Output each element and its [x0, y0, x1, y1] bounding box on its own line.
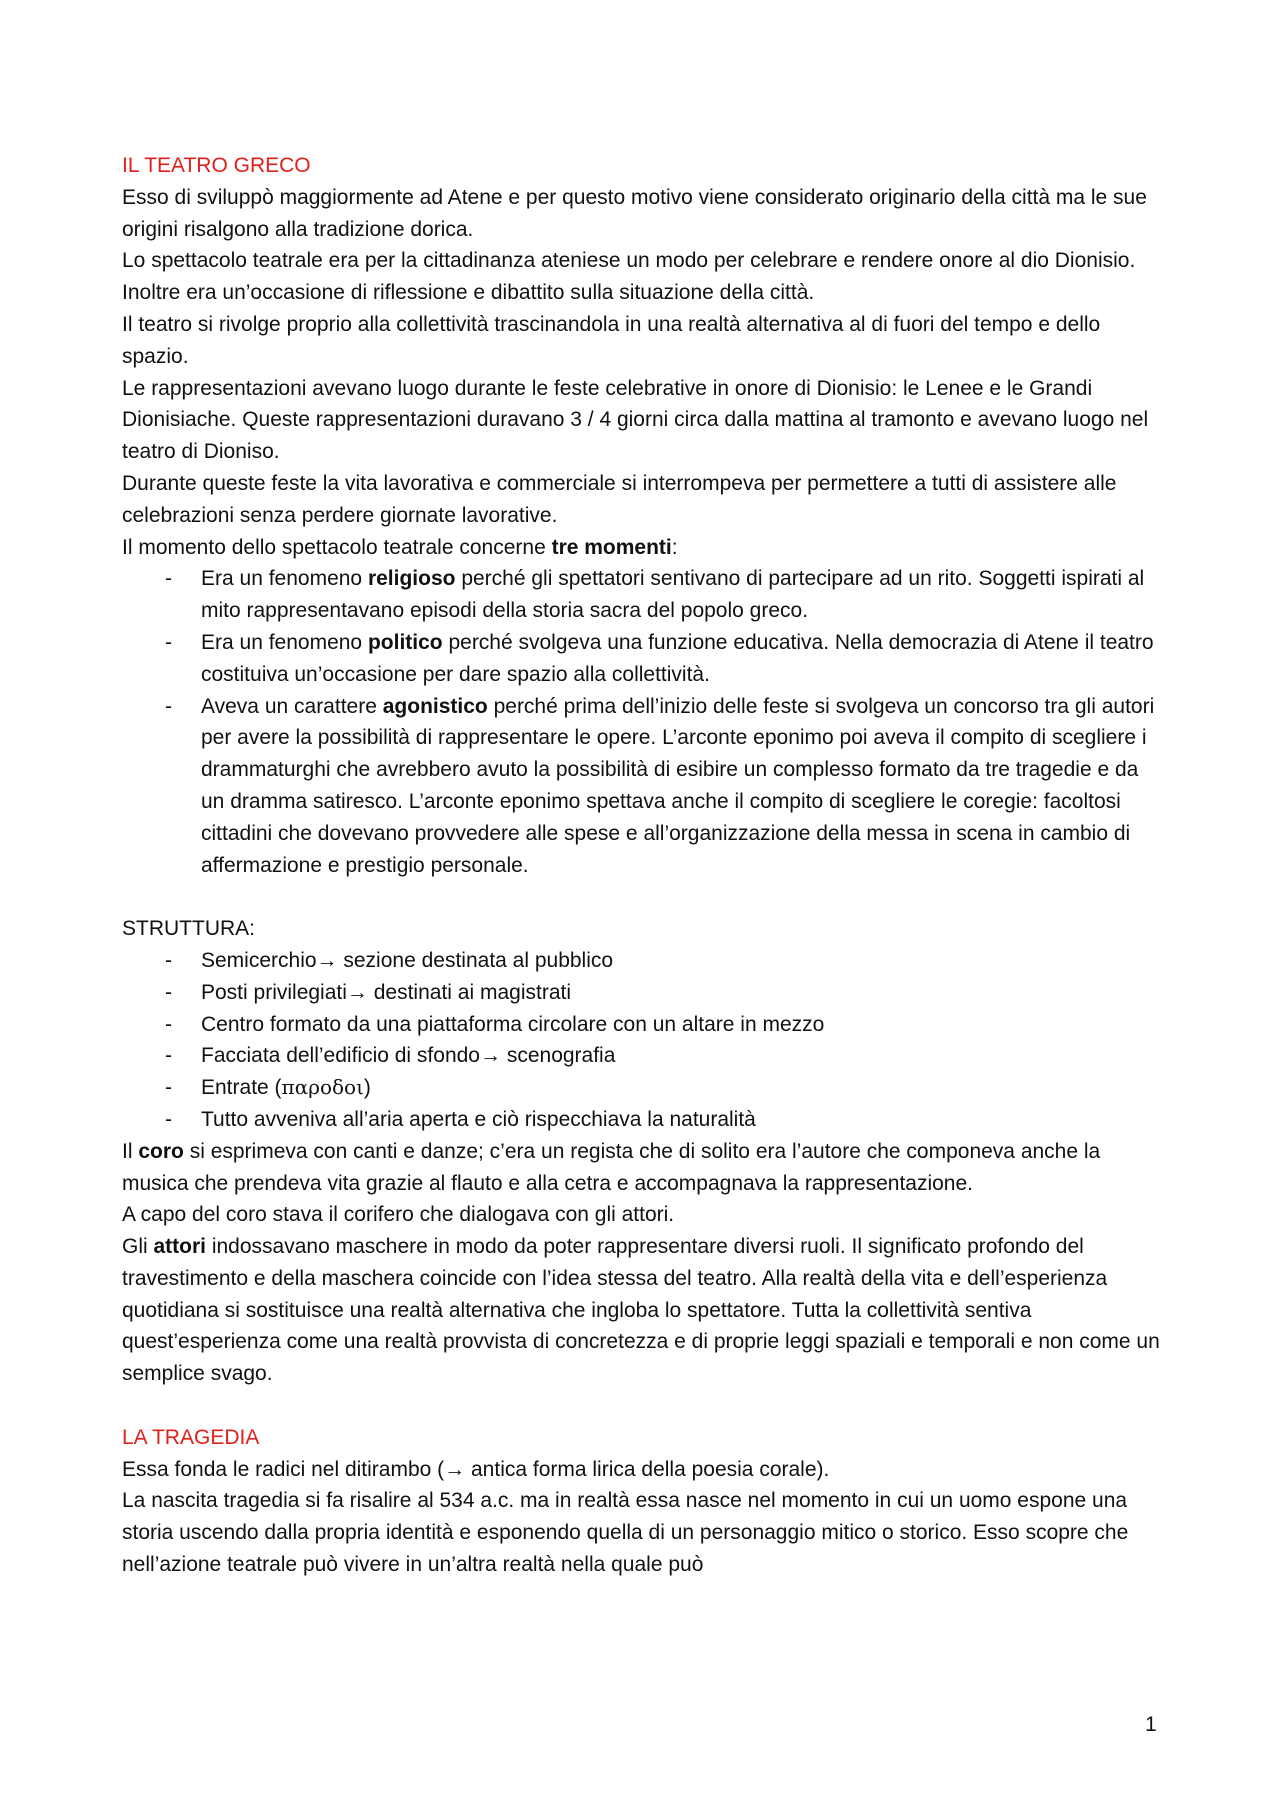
- paragraph-coro: [122, 1136, 1167, 1200]
- text-span: destinati ai magistrati: [367, 980, 571, 1004]
- text-span: Il: [122, 1139, 139, 1163]
- text-span: scenografia: [501, 1044, 616, 1068]
- document-page: [122, 150, 1167, 1581]
- greek-parodoi: παροδοι: [281, 1075, 364, 1100]
- dash-bullet: -: [165, 567, 172, 591]
- dash-bullet: -: [165, 694, 172, 718]
- text-span: Posti privilegiati: [201, 980, 347, 1004]
- text-span: perché gli spettatori sentivano di partecipare ad un rito. Soggetti ispirati al mito rappresentavano episodi della storia sacra del popolo greco.: [201, 567, 1145, 623]
- text-span: Il momento dello spettacolo teatrale concerne: [122, 535, 552, 559]
- list-momenti: [122, 563, 1167, 881]
- list-item-semicerchio: [122, 945, 1167, 977]
- text-span: Entrate (: [201, 1076, 282, 1100]
- text-span: :: [671, 535, 678, 559]
- list-item-religioso: [122, 563, 1167, 627]
- dash-bullet: -: [165, 948, 172, 972]
- bold-coro: coro: [138, 1139, 184, 1163]
- bold-tre-momenti: tre momenti: [551, 535, 672, 559]
- section-title-tragedia: LA TRAGEDIA: [122, 1425, 260, 1449]
- dash-bullet: -: [165, 630, 172, 654]
- arrow-right-icon: →: [444, 1457, 466, 1481]
- list-item-entrate: [122, 1072, 1167, 1104]
- paragraph-corifeo: A capo del coro stava il corifero che dialogava con gli attori.: [122, 1203, 675, 1227]
- list-struttura: [122, 945, 1167, 1136]
- dash-bullet: -: [165, 980, 172, 1004]
- bold-agonistico: agonistico: [382, 694, 488, 718]
- paragraph-ditirambo: [122, 1454, 1167, 1486]
- blank-line: [122, 1390, 1167, 1422]
- list-item-politico: [122, 627, 1167, 691]
- dash-bullet: -: [165, 1012, 172, 1036]
- paragraph-origini: Esso di sviluppò maggiormente ad Atene e per questo motivo viene considerato originario della città ma le sue origini risalgono alla tradizione dorica.: [122, 185, 1147, 241]
- dash-bullet: -: [165, 1107, 172, 1131]
- section-title-teatro-greco: IL TEATRO GRECO: [122, 154, 311, 177]
- paragraph-collettivita: Il teatro si rivolge proprio alla collettività trascinandola in una realtà alternativa al di fuori del tempo e dello spazio.: [122, 312, 1101, 368]
- arrow-right-icon: →: [480, 1044, 501, 1068]
- blank-line: [122, 881, 1167, 913]
- section-title-struttura: STRUTTURA:: [122, 917, 255, 941]
- bold-attori: attori: [153, 1235, 206, 1259]
- list-item-centro: [122, 1009, 1167, 1041]
- text-span: Centro formato da una piattaforma circolare con un altare in mezzo: [201, 1012, 825, 1036]
- bold-religioso: religioso: [367, 567, 456, 591]
- list-item-agonistico: [122, 691, 1167, 882]
- text-span: Essa fonda le radici nel ditirambo (: [122, 1457, 445, 1481]
- list-item-aria-aperta: [122, 1104, 1167, 1136]
- text-span: perché prima dell’inizio delle feste si svolgeva un concorso tra gli autori per avere la possibilità di rappresentare le opere. L’arconte eponimo poi aveva il compito di scegliere i drammaturghi che avrebbero avuto la possibilità di esibire un complesso formato da tre tragedie e da un dramma satiresco. L’arconte eponimo spettava anche il compito di scegliere le coregie: facoltosi cittadini che dovevano provvedere alle spese e all’organizzazione della messa in scena in cambio di affermazione e prestigio personale.: [201, 694, 1155, 877]
- text-span: antica forma lirica della poesia corale).: [465, 1457, 830, 1481]
- bold-politico: politico: [367, 630, 443, 654]
- paragraph-attori: [122, 1231, 1167, 1390]
- text-span: Facciata dell’edificio di sfondo: [201, 1044, 480, 1068]
- text-span: sezione destinata al pubblico: [337, 948, 614, 972]
- text-span: si esprimeva con canti e danze; c’era un regista che di solito era l’autore che componeva anche la musica che prendeva vita grazie al flauto e alla cetra e accompagnava la rappresentazione.: [122, 1139, 1101, 1195]
- text-span: Semicerchio: [201, 948, 317, 972]
- text-span: indossavano maschere in modo da poter rappresentare diversi ruoli. Il significato profondo del travestimento e della maschera coincide con l’idea stessa del teatro. Alla realtà della vita e dell’esperienza quotidiana si sostituisce una realtà alternativa che ingloba lo spettatore. Tutta la collettività sentiva quest’esperienza come una realtà provvista di concretezza e di proprie leggi spaziali e temporali e non come un semplice svago.: [122, 1235, 1160, 1386]
- arrow-right-icon: →: [346, 980, 368, 1004]
- paragraph-spettacolo: Lo spettacolo teatrale era per la cittadinanza ateniese un modo per celebrare e rendere onore al dio Dionisio. Inoltre era un’occasione di riflessione e dibattito sulla situazione della città.: [122, 249, 1136, 305]
- text-span: Aveva un carattere: [201, 694, 383, 718]
- dash-bullet: -: [165, 1044, 172, 1068]
- text-span: Era un fenomeno: [201, 567, 368, 591]
- page-number: 1: [1145, 1713, 1157, 1736]
- text-span: Gli: [122, 1235, 154, 1259]
- paragraph-feste: Durante queste feste la vita lavorativa e commerciale si interrompeva per permettere a tutti di assistere alle celebrazioni senza perdere giornate lavorative.: [122, 471, 1117, 527]
- list-item-posti-privilegiati: [122, 977, 1167, 1009]
- list-item-facciata: [122, 1040, 1167, 1072]
- paragraph-nascita-tragedia: La nascita tragedia si fa risalire al 534 a.c. ma in realtà essa nasce nel momento in cui un uomo espone una storia uscendo dalla propria identità e esponendo quella di un personaggio mitico o storico. Esso scopre che nell’azione teatrale può vivere in un’altra realtà nella quale può: [122, 1489, 1129, 1577]
- text-span: Era un fenomeno: [201, 630, 368, 654]
- text-span: Tutto avveniva all’aria aperta e ciò rispecchiava la naturalità: [201, 1107, 756, 1131]
- paragraph-tre-momenti: [122, 532, 1167, 564]
- dash-bullet: -: [165, 1076, 172, 1100]
- paragraph-rappresentazioni: Le rappresentazioni avevano luogo durante le feste celebrative in onore di Dionisio: le Lenee e le Grandi Dionisiache. Queste rappresentazioni duravano 3 / 4 giorni circa dalla mattina al tramonto e avevano luogo nel teatro di Dioniso.: [122, 376, 1149, 464]
- text-span: ): [363, 1076, 371, 1100]
- arrow-right-icon: →: [316, 948, 338, 972]
- text-span: perché svolgeva una funzione educativa. Nella democrazia di Atene il teatro costituiva un’occasione per dare spazio alla collettività.: [201, 630, 1154, 686]
